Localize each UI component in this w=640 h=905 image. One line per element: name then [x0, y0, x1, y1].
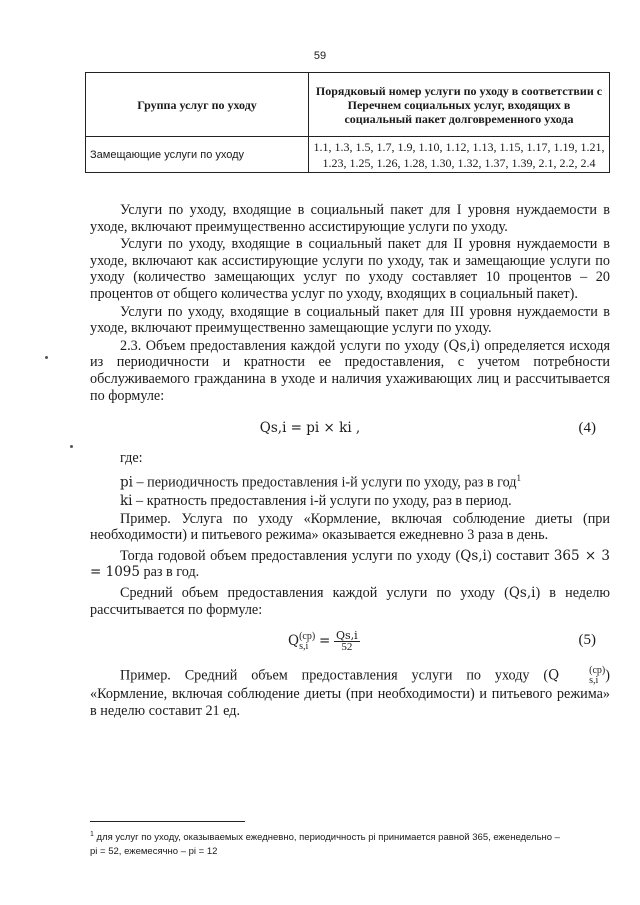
fraction [334, 630, 360, 653]
paragraph-weekly-volume [90, 585, 610, 618]
text-run: ) в неделю рассчитывается по формуле: [90, 585, 610, 618]
row-numbers: 1.1, 1.3, 1.5, 1.7, 1.9, 1.10, 1.12, 1.13, 1.15, 1.17, 1.19, 1.21, 1.23, 1.25, 1.26, 1.28, 1.30, 1.32, 1.37, 1.39, 2.1, 2.2, 2.4 [309, 137, 610, 173]
definition-k [90, 493, 610, 510]
text-run: Тогда годовой объем предоставления услуги по уходу ( [120, 547, 461, 564]
text-run: ) «Кормление, включая соблюдение диеты (при необходимости) и питьевого режима» в неделю составит 21 ед. [90, 667, 610, 719]
paragraph-level-2: Услуги по уходу, входящие в социальный пакет для II уровня нуждаемости в уходе, включают как ассистирующие услуги по уходу, так и замещающие услуги по уходу (количество замещающих услуг по уходу составляет 10 процентов – 20 процентов от общего количества услуг по уходу, входящих в социальный пакет). [90, 236, 610, 302]
footnote [90, 828, 610, 859]
where-label: где: [120, 450, 143, 467]
symbol-q: Q [288, 633, 300, 650]
scan-mark [45, 356, 48, 359]
text-run: – кратность предоставления i-й услуги по уходу, раз в период. [132, 493, 512, 510]
denominator: 52 [341, 641, 353, 654]
header-numbers: Порядковый номер услуги по уходу в соответствии с Перечнем социальных услуг, входящих в социальный пакет долговременного ухода [309, 73, 610, 137]
equation-number-4: (4) [578, 420, 596, 437]
paragraph-example-1: Пример. Услуга по уходу «Кормление, включая соблюдение диеты (при необходимости) и питьевого режима» оказывается ежедневно 3 раза в день. [90, 510, 610, 544]
footnote-divider [90, 821, 245, 822]
symbol-k: ki [120, 493, 133, 510]
paragraph-annual-volume [90, 548, 610, 581]
formula-4: Qs,i = pi × ki , [259, 420, 361, 437]
footnote-marker: 1 [90, 831, 94, 838]
table-header-row [86, 73, 610, 137]
footnote-line-1 [90, 828, 610, 845]
header-group: Группа услуг по уходу [86, 73, 309, 137]
text-run: – периодичность предоставления i-й услуги по уходу, раз в год [132, 474, 517, 491]
footnote-ref: 1 [516, 472, 522, 483]
subscript: s,i [589, 675, 599, 687]
text-run: ) определяется исходя из периодичности и кратности ее предоставления, с учетом потребности обслуживаемого гражданина в уходе и наличия ухаживающих лиц и рассчитывается по формуле: [90, 337, 610, 404]
services-table [85, 72, 610, 173]
paragraph-example-2: Пример. Средний объем предоставления услуги по уходу (Q (ср) s,i ) «Кормление, включая соблюдение диеты (при необходимости) и питьевого режима» в неделю составит 21 ед. [90, 665, 610, 719]
definition-p [90, 470, 610, 491]
paragraph-level-1: Услуги по уходу, входящие в социальный пакет для I уровня нуждаемости в уходе, включают преимущественно ассистирующие услуги по уходу. [90, 202, 610, 235]
footnote-line-2: pi = 52, ежемесячно – pi = 12 [90, 846, 218, 858]
formula-4-line [90, 414, 610, 444]
footnote-text: для услуг по уходу, оказываемых ежедневно, периодичность pi принимается равной 365, еженедельно – [96, 832, 560, 844]
calculation: 365 × 3 = 1095 [90, 547, 610, 581]
formula-5: Q (ср) s,i = $\frac{Qs,i}{52}$ [288, 629, 358, 654]
text-run: 2.3. Объем предоставления каждой услуги по уходу ( [120, 337, 449, 354]
page-number: 59 [313, 50, 327, 62]
superscript: (ср) [589, 665, 606, 677]
table-row [86, 137, 610, 173]
paragraph-level-3: Услуги по уходу, входящие в социальный пакет для III уровня нуждаемости в уходе, включают преимущественно замещающие услуги по уходу. [90, 303, 610, 337]
equation-number-5: (5) [578, 632, 596, 649]
text-run: Пример. Средний объем предоставления услуги по уходу ( [120, 667, 549, 684]
weekly-indices [559, 666, 605, 686]
symbol-q: Qs,i [460, 547, 487, 564]
formula-5-line [90, 626, 610, 660]
row-label: Замещающие услуги по уходу [86, 137, 309, 173]
subscript: s,i [299, 640, 309, 652]
text-run: Средний объем предоставления каждой услуги по уходу ( [120, 585, 509, 602]
symbol-q: Qs,i [508, 585, 536, 602]
numerator: Qs,i [336, 629, 358, 643]
text-run: раз в год. [139, 564, 200, 581]
superscript: (ср) [299, 630, 316, 642]
symbol-q: Qs,i [448, 337, 476, 354]
formula-5-indices [299, 632, 315, 652]
scan-mark [70, 445, 73, 448]
text-run: ) составит [486, 547, 554, 564]
body-text [90, 202, 610, 719]
paragraph-2-3 [90, 338, 610, 404]
symbol-p: pi [120, 474, 133, 491]
